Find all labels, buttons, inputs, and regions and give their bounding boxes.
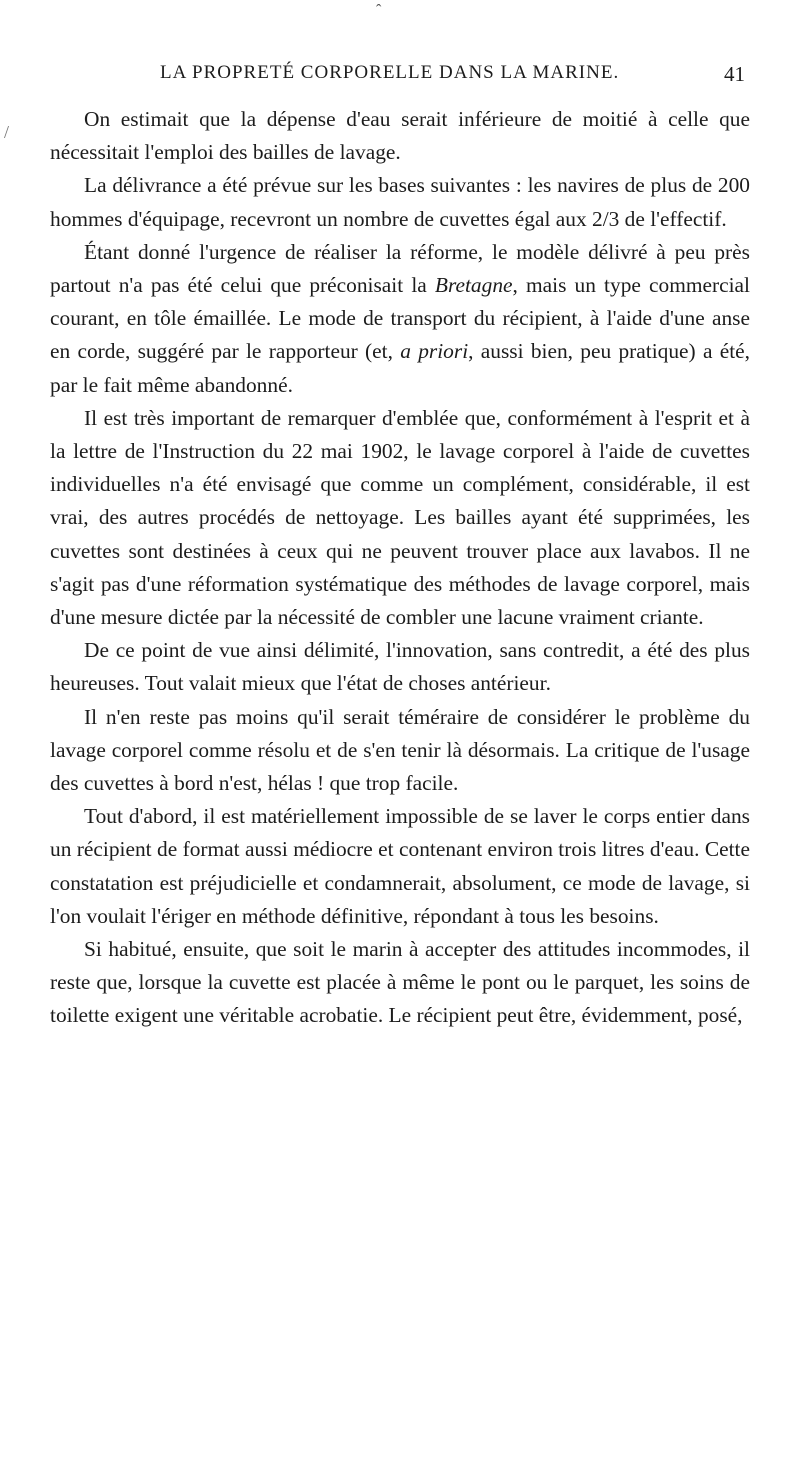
paragraph: Il est très important de remarquer d'emblée que, conformément à l'esprit et à la lettre de l'Instruction du 22 mai 1902, le lavage corporel à l'aide de cuvettes individuelles n'a été envisagé que comme un complément, considérable, il est vrai, des autres procédés de nettoyage. Les bailles ayant été supprimées, les cuvettes sont destinées à ceux qui ne peuvent trouver place aux lavabos. Il ne s'agit pas d'une réformation systématique des méthodes de lavage corporel, mais d'une mesure dictée par la nécessité de combler une lacune vraiment criante. bbox=[50, 405, 750, 630]
paragraph-text: , aussi bien, peu pratique) a été, par le fait même abandonné. bbox=[50, 339, 750, 397]
latin-phrase-italic: a priori bbox=[400, 339, 469, 364]
paragraph bbox=[50, 236, 750, 402]
ship-name-italic: Bretagne bbox=[434, 273, 513, 298]
paragraph-text: Étant donné l'urgence de réaliser la réforme, le modèle délivré à peu près partout n'a pas été celui que préconisait la bbox=[50, 239, 750, 298]
paragraph: Il n'en reste pas moins qu'il serait téméraire de considérer le problème du lavage corporel comme résolu et de s'en tenir là désormais. La critique de l'usage des cuvettes à bord n'est, hélas ! que trop facile. bbox=[50, 704, 750, 796]
running-title: LA PROPRETÉ CORPORELLE DANS LA MARINE. bbox=[160, 62, 620, 83]
body-text bbox=[50, 103, 750, 1033]
paragraph: Si habitué, ensuite, que soit le marin à accepter des attitudes incommodes, il reste que, lorsque la cuvette est placée à même le pont ou le parquet, les soins de toilette exigent une véritable acrobatie. Le récipient peut être, évidemment, posé, bbox=[50, 937, 750, 1028]
paragraph: De ce point de vue ainsi délimité, l'innovation, sans contredit, a été des plus heureuses. Tout valait mieux que l'état de choses antérieur. bbox=[50, 638, 750, 696]
paragraph: La délivrance a été prévue sur les bases suivantes : les navires de plus de 200 hommes d'équipage, recevront un nombre de cuvettes égal aux 2/3 de l'effectif. bbox=[50, 173, 750, 231]
paragraph-text: , mais un type commercial courant, en tôle émaillée. Le mode de transport du récipient, à l'aide d'une anse en corde, suggéré par le rapporteur (et, bbox=[50, 273, 750, 364]
page-header bbox=[150, 62, 745, 92]
page-number: 41 bbox=[724, 62, 745, 86]
print-mark: ˆ bbox=[376, 2, 382, 19]
margin-mark: / bbox=[4, 122, 10, 142]
paragraph: On estimait que la dépense d'eau serait inférieure de moitié à celle que nécessitait l'emploi des bailles de lavage. bbox=[50, 107, 750, 165]
paragraph: Tout d'abord, il est matériellement impossible de se laver le corps entier dans un récipient de format aussi médiocre et contenant environ trois litres d'eau. Cette constatation est préjudicielle et condamnerait, absolument, ce mode de lavage, si l'on voulait l'ériger en méthode définitive, répondant à tous les besoins. bbox=[50, 804, 750, 928]
